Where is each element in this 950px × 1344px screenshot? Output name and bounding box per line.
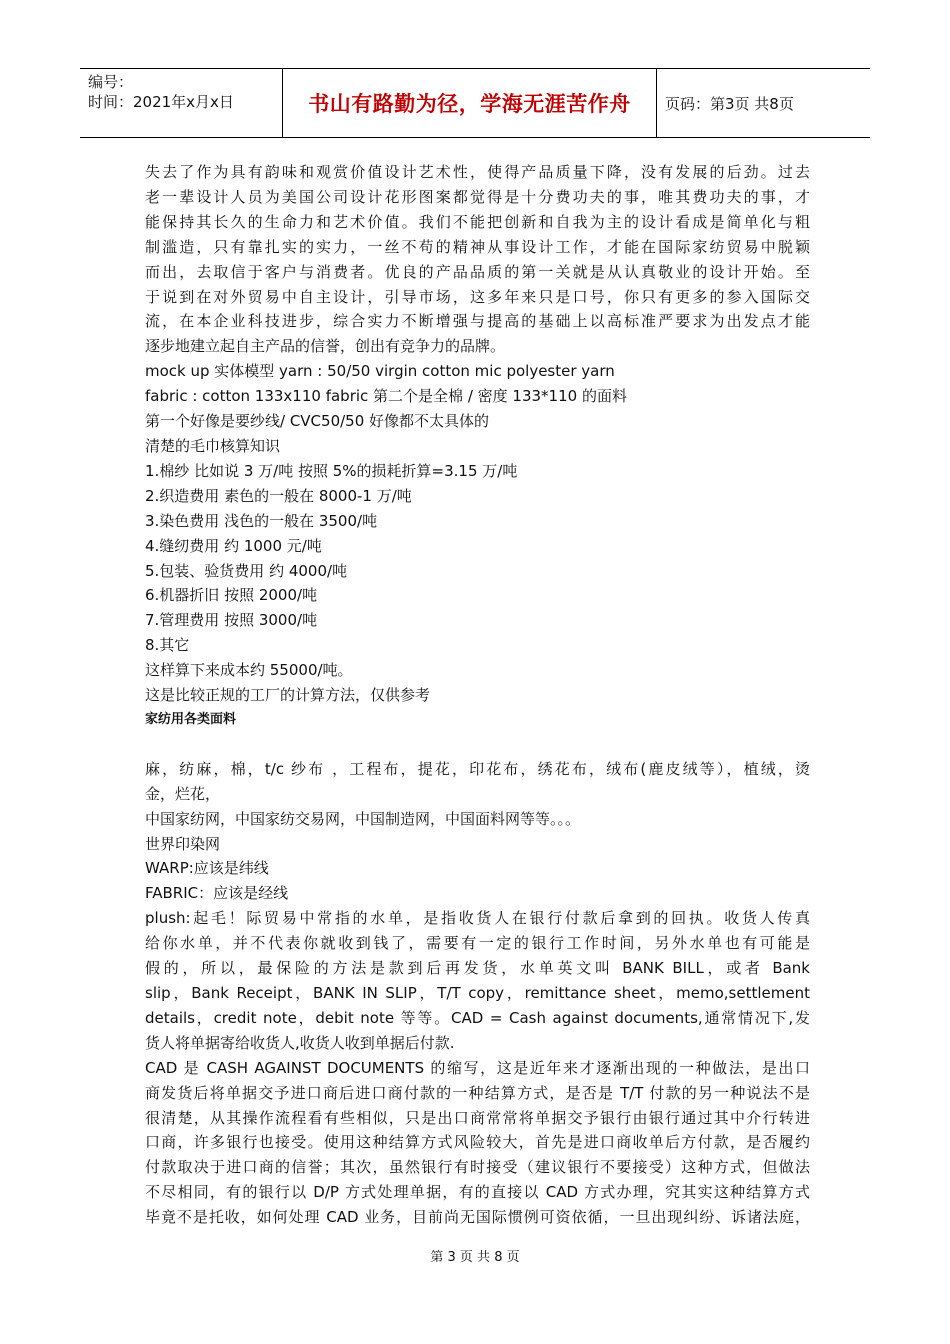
spacer (145, 733, 810, 757)
text-line: 老一辈设计人员为美国公司设计花形图案都觉得是十分费功夫的事，唯其费功夫的事，才 (145, 187, 810, 206)
cost-item: 1.棉纱 比如说 3 万/吨 按照 5%的损耗折算=3.15 万/吨 (145, 461, 518, 480)
cost-item: 3.染色费用 浅色的一般在 3500/吨 (145, 511, 378, 530)
text-line: CAD 是 CASH AGAINST DOCUMENTS 的缩写，这是近年来才逐渐出现的一种做法，是出口 (145, 1058, 810, 1077)
plush-paragraph (145, 906, 810, 1055)
text-line: 能保持其长久的生命力和艺术价值。我们不能把创新和自我为主的设计看成是简单化与粗 (145, 212, 810, 231)
cost-item: 4.缝纫费用 约 1000 元/吨 (145, 536, 322, 555)
text-line: plush:起毛！际贸易中常指的水单，是指收货人在银行付款后拿到的回执。收货人传真 (145, 909, 810, 928)
text-line: 而出，去取信于客户与消费者。优良的产品品质的第一关就是从认真敬业的设计开始。至 (145, 262, 810, 281)
document-date: 时间：2021年x月x日 (88, 93, 234, 111)
text-line: 流，在本企业科技进步，综合实力不断增强与提高的基础上以高标准严要求为出发点才能 (145, 312, 810, 331)
text-line: 假的，所以，最保险的方法是款到后再发货，水单英文叫 BANK BILL，或者 Bank (145, 959, 810, 978)
cost-item: 8.其它 (145, 636, 190, 655)
design-paragraph (145, 160, 810, 359)
fabric-line: fabric : cotton 133x110 fabric 第二个是全棉 / 密度 133*110 的面料 (145, 387, 627, 406)
fabric-warp-line: FABRIC：应该是经线 (145, 884, 289, 903)
text-line: 给你水单，并不代表你就收到钱了，需要有一定的银行工作时间，另外水单也有可能是 (145, 934, 810, 953)
document-body (145, 160, 810, 1230)
text-line: 付款取决于进口商的信誉；其次，虽然银行有时接受（建议银行不要接受）这种方式，但做法 (145, 1158, 810, 1177)
cost-item: 6.机器折旧 按照 2000/吨 (145, 586, 318, 605)
websites-line: 中国家纺网，中国家纺交易网，中国制造网，中国面料网等等。。。 (145, 809, 581, 828)
cost-list (145, 459, 810, 658)
warp-line: WARP:应该是纬线 (145, 859, 269, 878)
text-line: 不尽相同，有的银行以 D/P 方式处理单据，有的直接以 CAD 方式办理，究其实这种结算方式 (145, 1183, 810, 1202)
fabric-list-line: 麻，纺麻，棉，t/c 纱布 ，工程布，提花，印花布，绣花布，绒布(鹿皮绒等），植绒，烫 (145, 759, 810, 778)
text-line: slip，Bank Receipt，BANK IN SLIP，T/T copy，remittance sheet，memo,settlement (145, 984, 810, 1002)
cost-total: 这样算下来成本约 55000/吨。 (145, 661, 353, 680)
mockup-line: mock up 实体模型 yarn : 50/50 virgin cotton mic polyester yarn (145, 362, 615, 381)
text-line: 货人将单据寄给收货人,收货人收到单据后付款. (145, 1033, 455, 1052)
page-footer: 第 3 页 共 8 页 (430, 1250, 520, 1265)
motto: 书山有路勤为径，学海无涯苦作舟 (308, 92, 631, 116)
header-page-cell (657, 69, 870, 137)
header-motto-cell (283, 69, 657, 137)
text-line: 制滥造，只有靠扎实的实力，一丝不苟的精神从事设计工作，才能在国际家纺贸易中脱颖 (145, 237, 810, 256)
text-line: details，credit note，debit note 等等。CAD = Cash against documents,通常情况下,发 (145, 1008, 810, 1027)
cad-paragraph (145, 1056, 810, 1230)
cost-item: 7.管理费用 按照 3000/吨 (145, 611, 318, 630)
reference-note: 这是比较正规的工厂的计算方法，仅供参考 (145, 686, 431, 705)
fabric-list-line: 金，烂花， (145, 784, 221, 803)
text-line: 毕竟不是托收，如何处理 CAD 业务，目前尚无国际惯例可资依循，一旦出现纠纷、诉诸法庭， (145, 1208, 810, 1227)
text-line: 逐步地建立起自主产品的信誉，创出有竞争力的品牌。 (145, 337, 506, 356)
text-line: 于说到在对外贸易中自主设计，引导市场，这多年来只是口号，你只有更多的参入国际交 (145, 287, 810, 306)
header-info-cell (80, 69, 283, 137)
towel-cost-title: 清楚的毛巾核算知识 (145, 436, 281, 455)
text-line: 失去了作为具有韵味和观赏价值设计艺术性，使得产品质量下降，没有发展的后劲。过去 (145, 163, 810, 181)
fabric-heading: 家纺用各类面料 (145, 711, 237, 727)
text-line: 口商，许多银行也接受。使用这种结算方式风险较大，首先是进口商收单后方付款，是否履约 (145, 1133, 810, 1152)
cost-item: 5.包装、验货费用 约 4000/吨 (145, 561, 348, 580)
document-number: 编号： (88, 73, 134, 91)
text-line: 商发货后将单据交予进口商后进口商付款的一种结算方式，是否是 T/T 付款的另一种说法不是 (145, 1083, 810, 1102)
world-print-line: 世界印染网 (145, 834, 221, 853)
text-line: 很清楚，从其操作流程看有些相似，只是出口商常常将单据交予银行由银行通过其中介行转进 (145, 1108, 810, 1127)
cost-item: 2.织造费用 素色的一般在 8000-1 万/吨 (145, 486, 412, 505)
page-header (80, 68, 870, 138)
header-page-number: 页码：第3页 共8页 (665, 94, 794, 113)
yarn-note-line: 第一个好像是要纱线/ CVC50/50 好像都不太具体的 (145, 412, 490, 431)
